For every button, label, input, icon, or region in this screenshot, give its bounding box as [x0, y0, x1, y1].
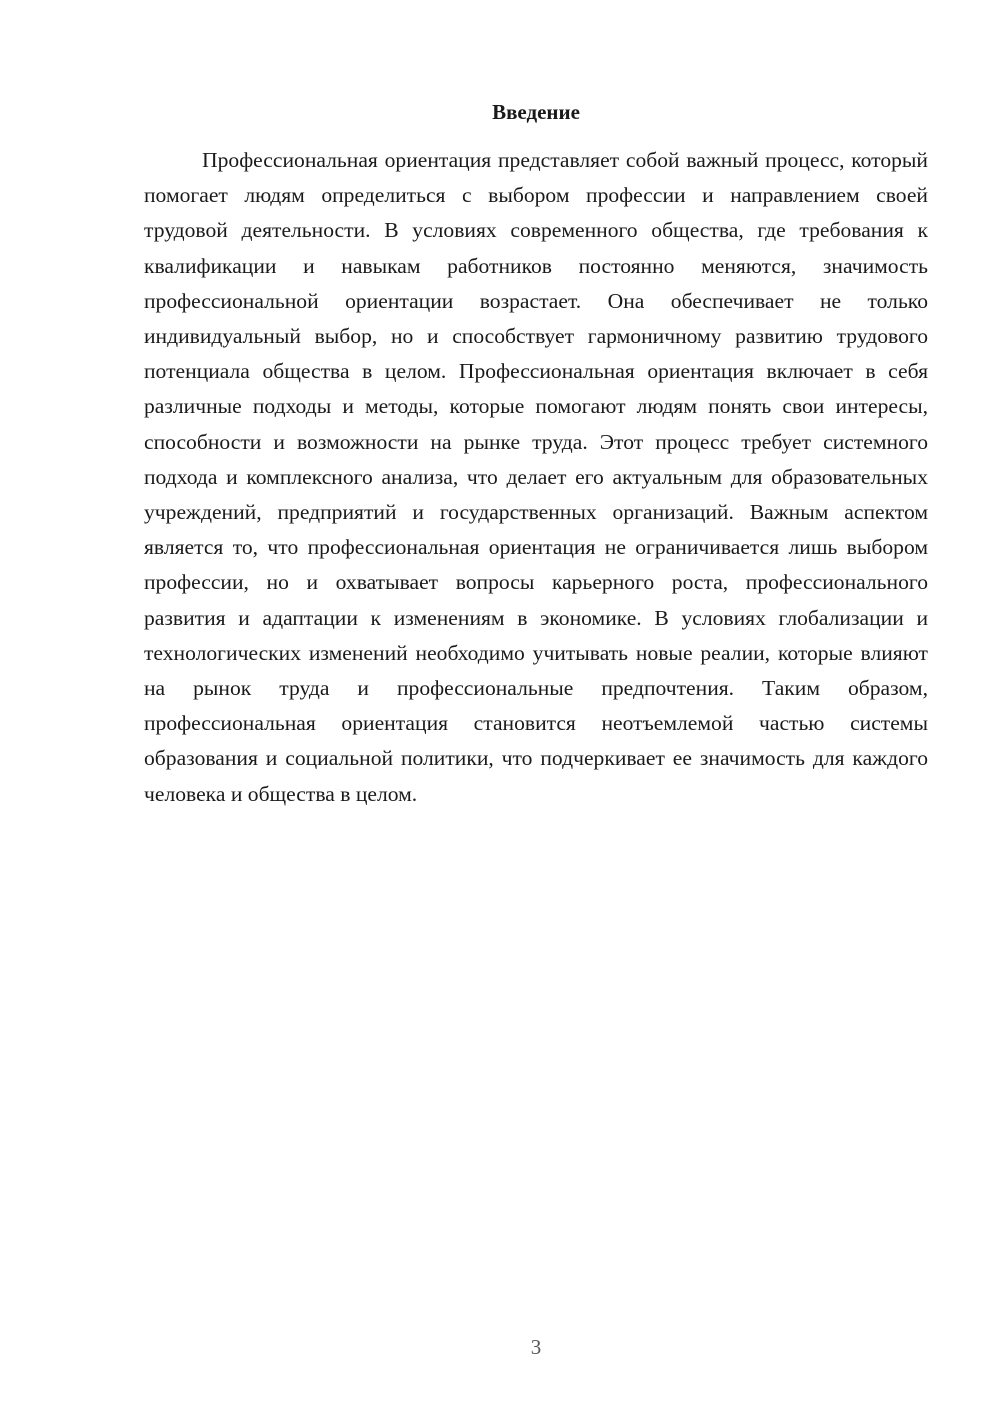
body-paragraph: Профессиональная ориентация представляет собой важный процесс, который помогает людям определиться с выбором профессии и направлением своей трудовой деятельности. В условиях современного общества, где требования к квалификации и навыкам работников постоянно меняются, значимость профессиональной ориентации возрастает. Она обеспечивает не только индивидуальный выбор, но и способствует гармоничному развитию трудового потенциала общества в целом. Профессиональная ориентация включает в себя различные подходы и методы, которые помогают людям понять свои интересы, способности и возможности на рынке труда. Этот процесс требует системного подхода и комплексного анализа, что делает его актуальным для образовательных учреждений, предприятий и государственных организаций. Важным аспектом является то, что профессиональная ориентация не ограничивается лишь выбором профессии, но и охватывает вопросы карьерного роста, профессионального развития и адаптации к изменениям в экономике. В условиях глобализации и технологических изменений необходимо учитывать новые реалии, которые влияют на рынок труда и профессиональные предпочтения. Таким образом, профессиональная ориентация становится неотъемлемой частью системы образования и социальной политики, что подчеркивает ее значимость для каждого человека и общества в целом.: [144, 148, 928, 806]
section-heading: Введение: [492, 100, 580, 124]
page-number: 3: [530, 1335, 542, 1359]
